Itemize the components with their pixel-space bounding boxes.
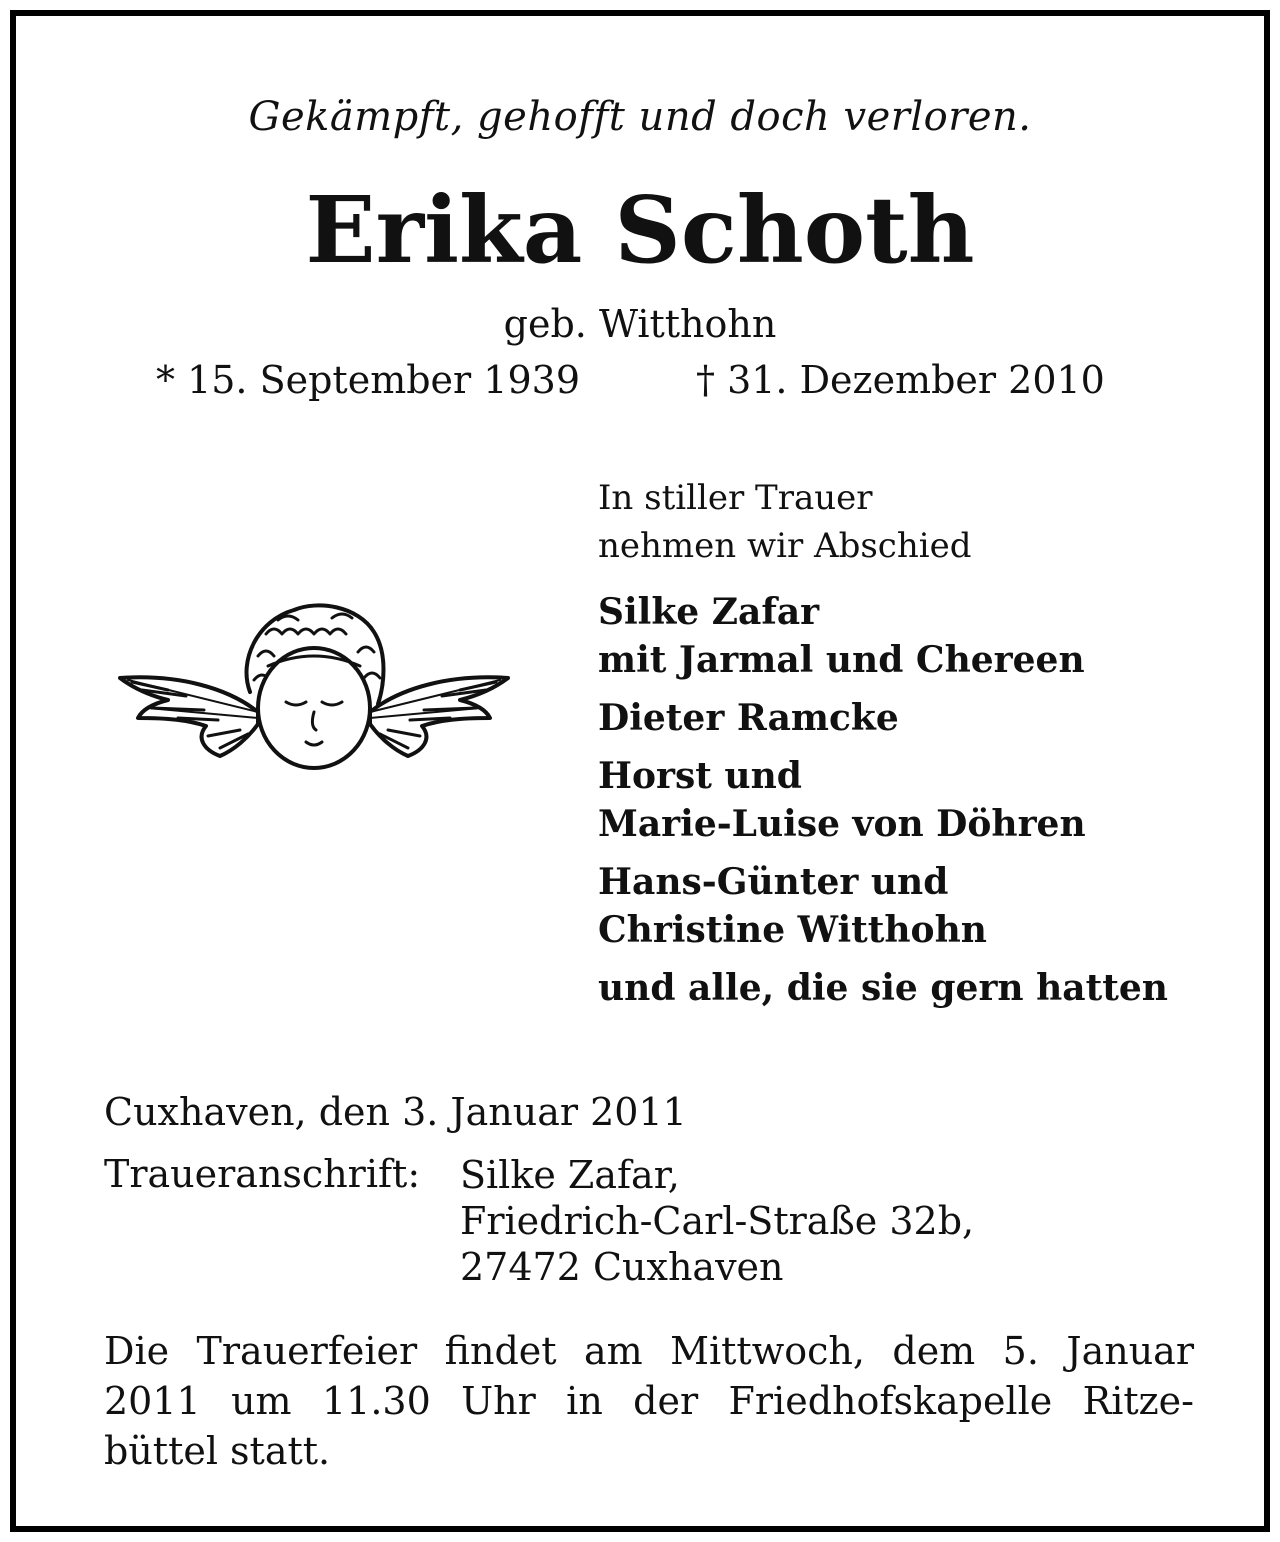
address-line: 27472 Cuxhaven bbox=[460, 1245, 784, 1289]
address-line: Silke Zafar, bbox=[460, 1153, 680, 1197]
mourner-line: Dieter Ramcke bbox=[598, 697, 899, 739]
intro-line: In stiller Trauer bbox=[598, 478, 873, 518]
mourner-line: Horst und bbox=[598, 755, 802, 797]
ceremony-line: 2011 um 11.30 Uhr in der Friedhofskapelle Ritze- bbox=[104, 1379, 1194, 1423]
ceremony-line: Die Trauerfeier findet am Mittwoch, dem 5. Januar bbox=[104, 1329, 1194, 1373]
mourner-line: Hans-Günter und bbox=[598, 861, 949, 903]
intro-line: nehmen wir Abschied bbox=[598, 526, 972, 566]
mourner-line: Silke Zafar bbox=[598, 591, 820, 633]
mourner-group bbox=[598, 588, 1168, 684]
address-label: Traueranschrift: bbox=[104, 1152, 421, 1196]
mourner-group bbox=[598, 858, 1168, 954]
motto: Gekämpft, gehofft und doch verloren. bbox=[248, 94, 1032, 140]
mourning-address bbox=[460, 1152, 974, 1290]
deceased-name: Erika Schoth bbox=[305, 176, 975, 284]
death-date: † 31. Dezember 2010 bbox=[696, 358, 1105, 402]
mourning-intro bbox=[598, 474, 972, 570]
mourner-line: Christine Witthohn bbox=[598, 909, 987, 951]
ceremony-line: büttel statt. bbox=[104, 1429, 331, 1473]
place-and-date: Cuxhaven, den 3. Januar 2011 bbox=[104, 1090, 687, 1134]
mourner-group bbox=[598, 694, 1168, 742]
mourner-group bbox=[598, 964, 1168, 1012]
obituary-notice bbox=[10, 10, 1270, 1532]
mourner-line: Marie-Luise von Döhren bbox=[598, 803, 1086, 845]
cherub-angel-icon bbox=[108, 600, 518, 780]
mourner-group bbox=[598, 752, 1168, 848]
maiden-name: geb. Witthohn bbox=[503, 302, 777, 346]
funeral-service-info bbox=[104, 1326, 1194, 1476]
mourner-line: mit Jarmal und Chereen bbox=[598, 639, 1085, 681]
address-line: Friedrich-Carl-Straße 32b, bbox=[460, 1199, 975, 1243]
mourner-line: und alle, die sie gern hatten bbox=[598, 967, 1168, 1009]
mourners-list bbox=[598, 588, 1168, 1022]
birth-date: * 15. September 1939 bbox=[156, 358, 580, 402]
